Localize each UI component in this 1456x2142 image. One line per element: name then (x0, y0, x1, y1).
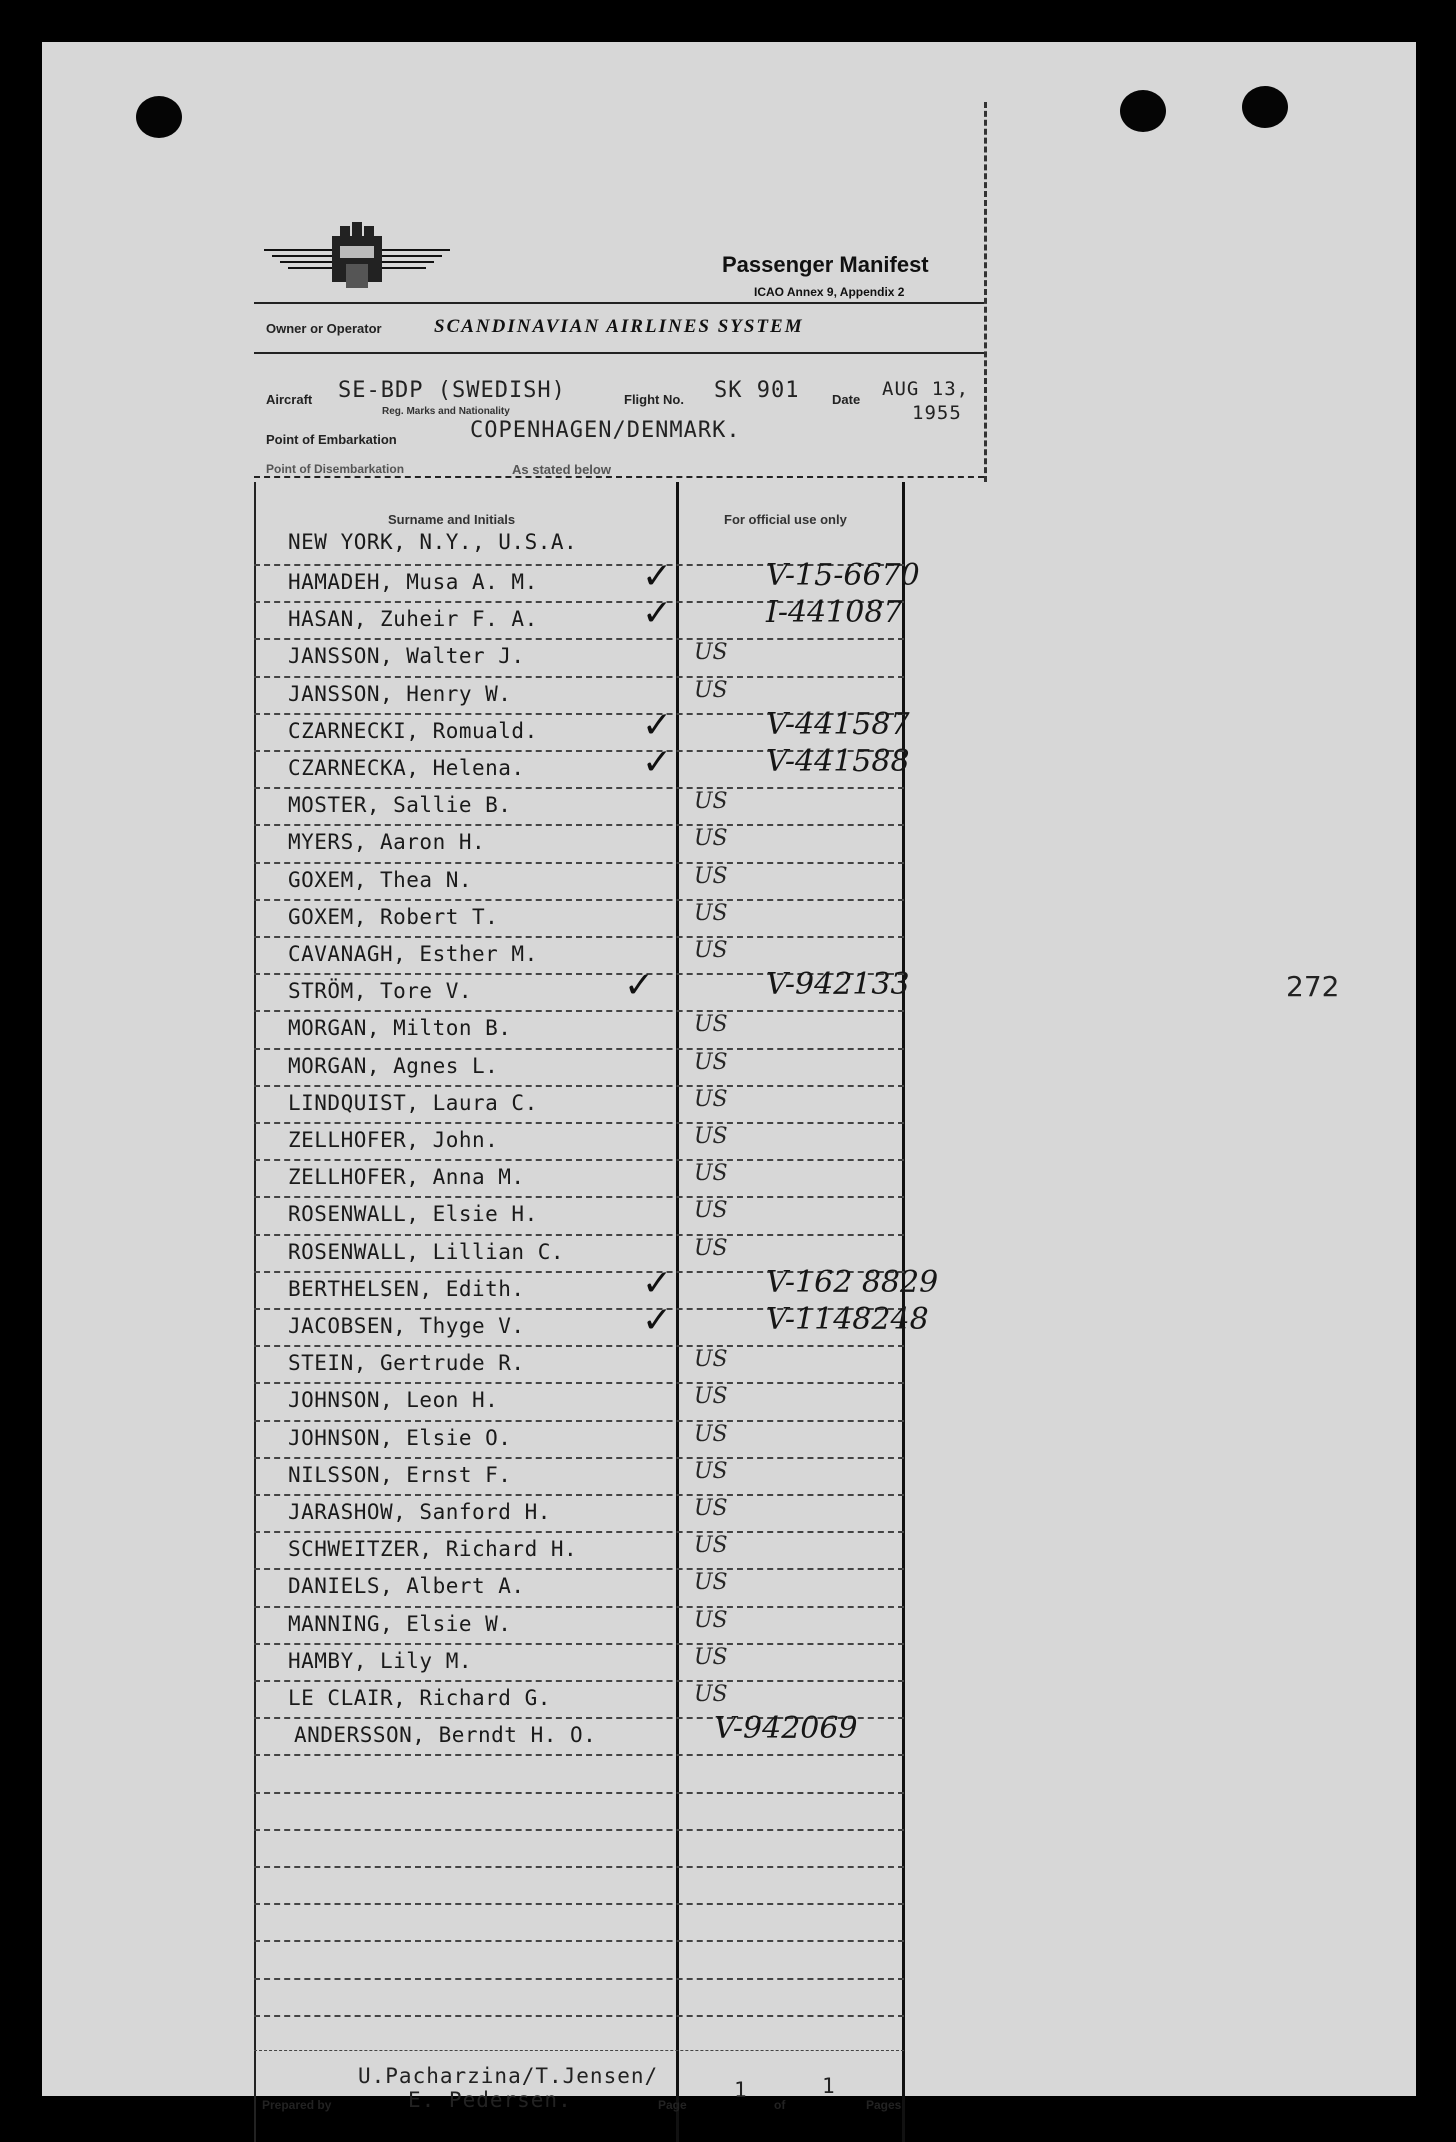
row-divider (254, 1457, 904, 1459)
official-us-mark: US (694, 640, 728, 666)
passenger-name: ROSENWALL, Elsie H. (288, 1202, 538, 1227)
passenger-name: MORGAN, Agnes L. (288, 1053, 499, 1078)
passenger-name: JARASHOW, Sanford H. (288, 1500, 551, 1524)
reg-marks-label: Reg. Marks and Nationality (382, 406, 510, 417)
official-us-mark: US (694, 1682, 728, 1707)
passenger-name: JOHNSON, Elsie O. (288, 1425, 512, 1450)
official-us-mark: US (694, 677, 728, 703)
passenger-name: CAVANAGH, Esther M. (288, 942, 538, 966)
official-us-mark: US (694, 863, 728, 889)
row-divider (254, 1680, 904, 1682)
official-us-mark: US (694, 1496, 728, 1521)
col-surname-header: Surname and Initials (388, 512, 516, 527)
disembarkation-label: Point of Disembarkation (266, 462, 405, 476)
official-us-mark: US (694, 1607, 728, 1633)
flight-value: SK 901 (714, 378, 800, 403)
passenger-name: BERTHELSEN, Edith. (288, 1276, 525, 1301)
header-rule-top (254, 302, 984, 304)
date-label: Date (832, 392, 861, 407)
passenger-name: DANIELS, Albert A. (288, 1574, 525, 1599)
official-us-mark: US (694, 1161, 728, 1187)
row-divider (254, 1085, 904, 1087)
passenger-name: MANNING, Elsie W. (288, 1611, 512, 1636)
embarkation-value: COPENHAGEN/DENMARK. (470, 418, 741, 443)
row-divider (254, 1010, 904, 1012)
prepared-by-line1: U.Pacharzina/T.Jensen/ (358, 2064, 659, 2088)
official-visa-number: V-441588 (766, 744, 910, 779)
check-mark: ✓ (642, 704, 673, 746)
aircraft-value: SE-BDP (SWEDISH) (338, 378, 566, 403)
official-visa-number: V-942069 (714, 1711, 858, 1747)
blank-row-divider (254, 1754, 904, 1756)
blank-row-divider (254, 1978, 904, 1980)
passenger-name: CZARNECKA, Helena. (288, 756, 525, 780)
blank-row-divider (254, 1792, 904, 1794)
aircraft-label: Aircraft (266, 392, 313, 407)
year-value: 1955 (912, 402, 962, 424)
passenger-name: ROSENWALL, Lillian C. (288, 1239, 565, 1264)
check-mark: ✓ (624, 965, 655, 1007)
passenger-name: MYERS, Aaron H. (288, 830, 486, 855)
passenger-name: JOHNSON, Leon H. (288, 1388, 499, 1413)
row-divider (254, 1420, 904, 1422)
blank-row-divider (254, 1866, 904, 1868)
official-visa-number: V-162 8829 (766, 1264, 939, 1300)
row-divider (254, 1159, 904, 1161)
of-label: of (774, 2098, 786, 2112)
official-us-mark: US (694, 1347, 728, 1373)
row-divider (254, 676, 904, 678)
punch-hole-right-2 (1242, 86, 1288, 128)
row-divider (254, 1568, 904, 1570)
row-divider (254, 787, 904, 789)
passenger-name: GOXEM, Robert T. (288, 904, 499, 929)
official-us-mark: US (694, 1384, 728, 1410)
owner-label: Owner or Operator (266, 321, 382, 336)
blank-row-divider (254, 1829, 904, 1831)
row-divider (254, 936, 904, 938)
prepared-by-line2: E. Pedersen. (408, 2088, 572, 2112)
official-us-mark: US (694, 900, 728, 926)
official-us-mark: US (694, 1198, 728, 1224)
page-label: Page (658, 2098, 687, 2112)
official-visa-number: I-441087 (766, 595, 903, 631)
check-mark: ✓ (642, 1262, 673, 1304)
passenger-name: HASAN, Zuheir F. A. (288, 607, 538, 632)
col-official-header: For official use only (724, 512, 847, 527)
header-rule-bottom (254, 476, 984, 478)
blank-row-divider (254, 1940, 904, 1942)
passenger-name: GOXEM, Thea N. (288, 867, 473, 892)
official-us-mark: US (694, 1421, 728, 1447)
official-us-mark: US (694, 1644, 728, 1670)
manifest-form (254, 102, 984, 2142)
blank-row-divider (254, 2015, 904, 2017)
row-divider (254, 862, 904, 864)
row-divider (254, 824, 904, 826)
official-us-mark: US (694, 1570, 728, 1596)
check-mark: ✓ (642, 556, 673, 597)
blank-row-divider (254, 1903, 904, 1905)
disembarkation-value: As stated below (512, 462, 611, 477)
official-us-mark: US (694, 1533, 728, 1559)
official-us-mark: US (694, 826, 728, 852)
manifest-subtitle: ICAO Annex 9, Appendix 2 (754, 285, 905, 299)
passenger-name: LE CLAIR, Richard G. (288, 1686, 551, 1710)
manifest-title: Passenger Manifest (722, 252, 929, 277)
punch-hole-left (136, 96, 182, 138)
row-divider (254, 1196, 904, 1198)
official-us-mark: US (694, 1124, 728, 1149)
date-value: AUG 13, (882, 378, 970, 400)
punch-hole-right-1 (1120, 90, 1166, 132)
official-us-mark: US (694, 1012, 728, 1038)
official-us-mark: US (694, 789, 728, 815)
passenger-name: ZELLHOFER, John. (288, 1128, 499, 1152)
row-divider (254, 1234, 904, 1236)
official-visa-number: V-15-6670 (766, 558, 920, 593)
passenger-name: ZELLHOFER, Anna M. (288, 1165, 525, 1190)
destination-row: NEW YORK, N.Y., U.S.A. (288, 530, 578, 554)
official-visa-number: V-441587 (766, 706, 910, 742)
side-page-number: 272 (1286, 970, 1340, 1003)
official-us-mark: US (694, 1086, 728, 1112)
flight-label: Flight No. (624, 392, 684, 407)
row-divider (254, 1531, 904, 1533)
row-divider (254, 899, 904, 901)
passenger-name: JACOBSEN, Thyge V. (288, 1314, 525, 1338)
passenger-name: HAMBY, Lily M. (288, 1648, 473, 1673)
airline-logo (262, 220, 452, 294)
passenger-name: JANSSON, Henry W. (288, 681, 512, 706)
official-us-mark: US (694, 938, 728, 963)
owner-value: SCANDINAVIAN AIRLINES SYSTEM (434, 316, 804, 337)
row-divider (254, 1382, 904, 1384)
row-divider (254, 1122, 904, 1124)
of-value: 1 (822, 2074, 836, 2098)
official-visa-number: V-1148248 (766, 1302, 929, 1337)
check-mark: ✓ (642, 593, 673, 635)
prepared-by-label: Prepared by (262, 2098, 332, 2112)
column-divider (676, 482, 679, 2142)
footer-rule (254, 2050, 904, 2051)
row-divider (254, 1643, 904, 1645)
row-divider (254, 1494, 904, 1496)
row-divider (254, 638, 904, 640)
passenger-name: HAMADEH, Musa A. M. (288, 570, 538, 594)
row-divider (254, 1048, 904, 1050)
passenger-name: MORGAN, Milton B. (288, 1016, 512, 1041)
row-divider (254, 1345, 904, 1347)
passenger-name: SCHWEITZER, Richard H. (288, 1537, 578, 1562)
check-mark: ✓ (642, 1300, 673, 1341)
official-us-mark: US (694, 1458, 728, 1484)
official-us-mark: US (694, 1235, 728, 1261)
header-rule-owner (254, 352, 984, 354)
header-right-border (984, 102, 987, 482)
passenger-name: ANDERSSON, Berndt H. O. (294, 1723, 597, 1748)
official-visa-number: V-942133 (766, 967, 910, 1003)
check-mark: ✓ (642, 742, 673, 783)
official-us-mark: US (694, 1049, 728, 1075)
passenger-name: STRÖM, Tore V. (288, 979, 473, 1004)
passenger-name: MOSTER, Sallie B. (288, 793, 512, 818)
passenger-name: STEIN, Gertrude R. (288, 1351, 525, 1376)
passenger-name: JANSSON, Walter J. (288, 644, 525, 669)
page-value: 1 (734, 2078, 748, 2102)
passenger-name: LINDQUIST, Laura C. (288, 1090, 538, 1115)
pages-label: Pages (866, 2098, 902, 2112)
embarkation-label: Point of Embarkation (266, 432, 397, 447)
passenger-name: NILSSON, Ernst F. (288, 1462, 512, 1487)
document-sheet (42, 42, 1416, 2112)
passenger-name: CZARNECKI, Romuald. (288, 718, 538, 743)
row-divider (254, 1606, 904, 1608)
